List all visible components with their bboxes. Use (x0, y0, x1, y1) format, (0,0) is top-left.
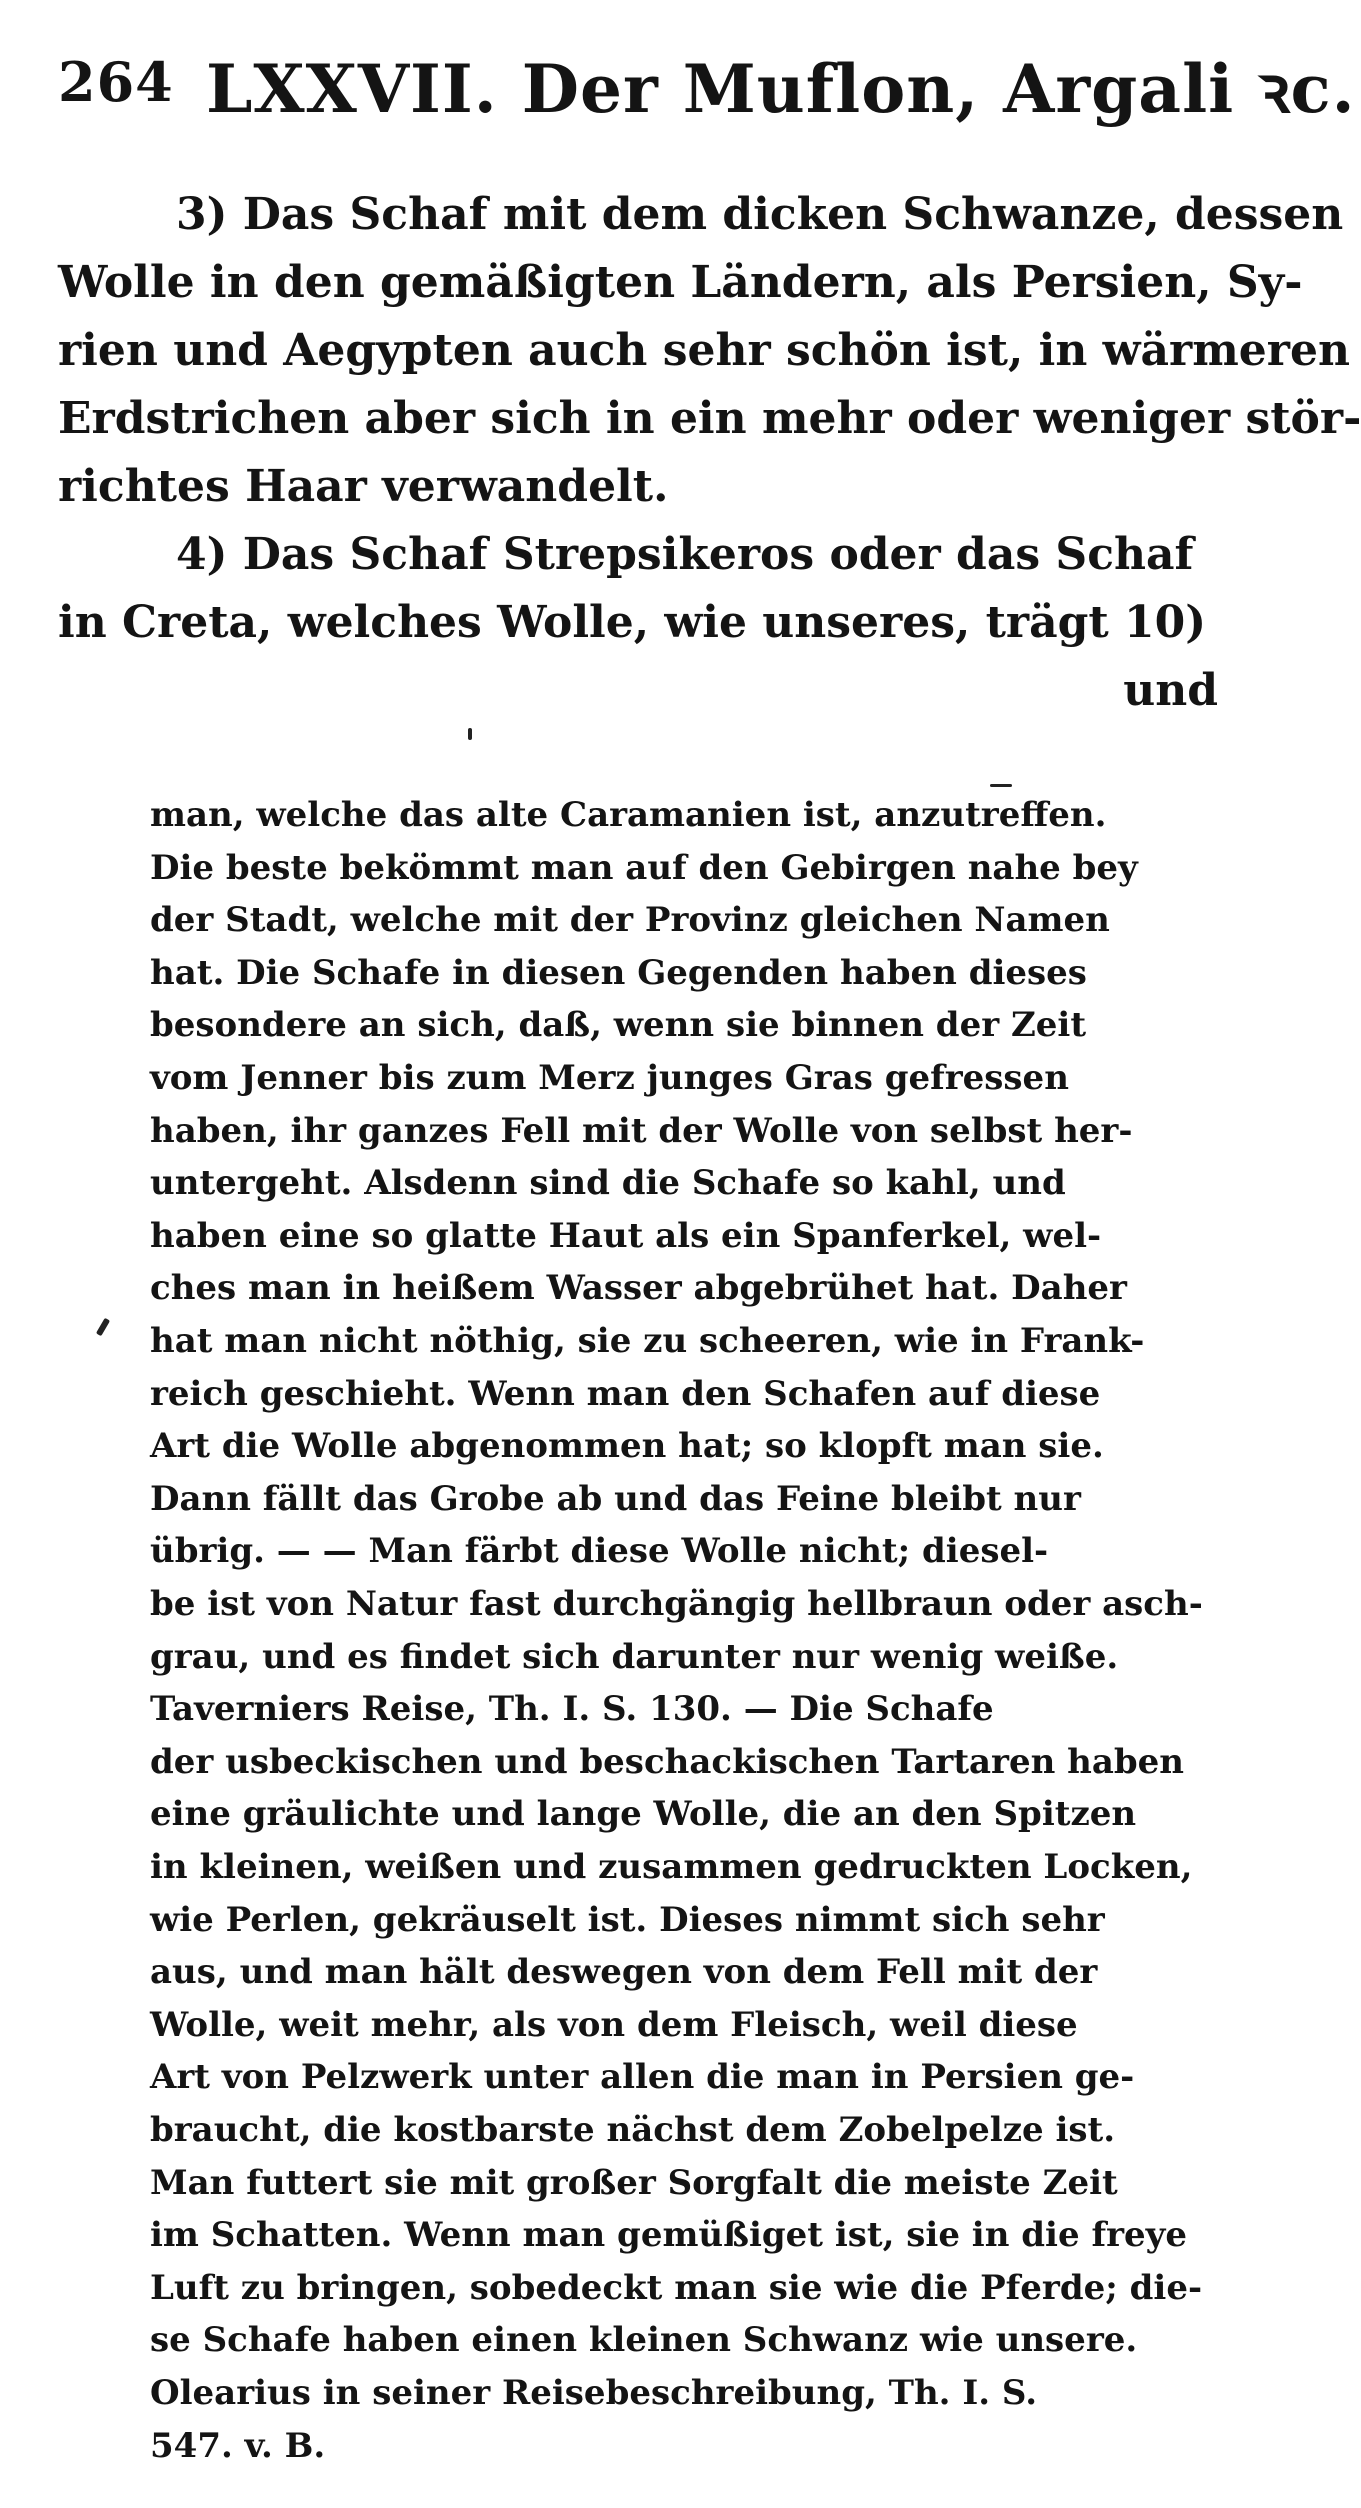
footnote-line: Wolle, weit mehr, als von dem Fleisch, weil diese (150, 2004, 1078, 2045)
main-text-line (58, 457, 1218, 517)
footnote-line: grau, und es findet sich darunter nur wenig weiße. (150, 1636, 1119, 1677)
main-text-line (58, 185, 1344, 245)
main-text-line (58, 661, 1218, 721)
footnote-line: hat man nicht nöthig, sie zu scheeren, wie in Frank- (150, 1321, 1145, 1361)
footnote-line: haben, ihr ganzes Fell mit der Wolle von selbst her- (150, 1110, 1133, 1151)
ink-speck (468, 728, 472, 740)
main-text-line (58, 321, 1350, 381)
footnote-line: besondere an sich, daß, wenn sie binnen der Zeit (150, 1005, 1087, 1046)
footnote-line: be ist von Natur fast durchgängig hellbraun oder asch- (150, 1584, 1203, 1624)
main-text-line (58, 525, 1218, 585)
footnote-line: Dann fällt das Grobe ab und das Feine bleibt nur (150, 1478, 1081, 1519)
footnote-line: Art von Pelzwerk unter allen die man in Persien ge- (150, 2057, 1135, 2098)
footnote-line: se Schafe haben einen kleinen Schwanz wie unsere. (150, 2320, 1138, 2361)
running-title: LXXVII. Der Muflon, Argali ꝛc. (206, 50, 1356, 128)
footnote-line: untergeht. Alsdenn sind die Schafe so kahl, und (150, 1163, 1066, 1204)
main-text-content: 4) Das Schaf Strepsikeros oder das Schaf (176, 529, 1194, 580)
main-text-content: 3) Das Schaf mit dem dicken Schwanze, dessen (176, 189, 1344, 240)
footnote-line: in kleinen, weißen und zusammen gedruckten Locken, (150, 1847, 1193, 1887)
footnote-line: der usbeckischen und beschackischen Tartaren haben (150, 1741, 1185, 1782)
footnote-line: Die beste bekömmt man auf den Gebirgen nahe bey (150, 847, 1138, 888)
footnote-line: der Stadt, welche mit der Provinz gleichen Namen (150, 900, 1110, 941)
main-text-content: Erdstrichen aber sich in ein mehr oder weniger stör- (58, 393, 1361, 444)
footnote-line: Olearius in seiner Reisebeschreibung, Th. I. S. (150, 2373, 1038, 2413)
main-text-content: rien und Aegypten auch sehr schön ist, in wärmeren (58, 325, 1350, 376)
footnote-line: Luft zu bringen, sobedeckt man sie wie die Pferde; die- (150, 2267, 1203, 2308)
footnote-line: hat. Die Schafe in diesen Gegenden haben dieses (150, 952, 1087, 993)
ink-speck (96, 1318, 110, 1337)
main-text-line (58, 593, 1218, 653)
footnote-line: vom Jenner bis zum Merz junges Gras gefressen (150, 1058, 1069, 1098)
footnote-line: 547. v. B. (150, 2425, 326, 2466)
main-text-content: und (1123, 665, 1218, 716)
main-text-content: Wolle in den gemäßigten Ländern, als Persien, Sy- (58, 257, 1303, 308)
footnote-line: aus, und man hält deswegen von dem Fell mit der (150, 1952, 1098, 1993)
footnote-line: Art die Wolle abgenommen hat; so klopft man sie. (150, 1426, 1104, 1467)
page-header (58, 42, 1356, 132)
footnote-line: Taverniers Reise, Th. I. S. 130. — Die Schafe (150, 1689, 994, 1730)
footnote-line: Man futtert sie mit großer Sorgfalt die meiste Zeit (150, 2162, 1118, 2203)
footnote-line: im Schatten. Wenn man gemüßiget ist, sie in die freye (150, 2215, 1187, 2256)
main-text-content: richtes Haar verwandelt. (58, 461, 669, 512)
ink-speck (990, 784, 1012, 787)
footnote-line: wie Perlen, gekräuselt ist. Dieses nimmt sich sehr (150, 1899, 1105, 1940)
footnote-line: reich geschieht. Wenn man den Schafen auf diese (150, 1373, 1101, 1414)
main-text-content: in Creta, welches Wolle, wie unseres, trägt 10) (58, 597, 1207, 648)
footnote-line: übrig. — — Man färbt diese Wolle nicht; diesel- (150, 1531, 1049, 1572)
footnote-line: haben eine so glatte Haut als ein Spanferkel, wel- (150, 1215, 1102, 1256)
main-text-line (58, 389, 1361, 449)
footnote-line: ches man in heißem Wasser abgebrühet hat. Daher (150, 1268, 1127, 1309)
page-number: 264 (58, 50, 174, 114)
main-text-line (58, 253, 1303, 313)
footnote-line: man, welche das alte Caramanien ist, anzutreffen. (150, 795, 1107, 835)
footnote-line: eine gräulichte und lange Wolle, die an den Spitzen (150, 1794, 1137, 1835)
footnote-line: braucht, die kostbarste nächst dem Zobelpelze ist. (150, 2110, 1116, 2150)
